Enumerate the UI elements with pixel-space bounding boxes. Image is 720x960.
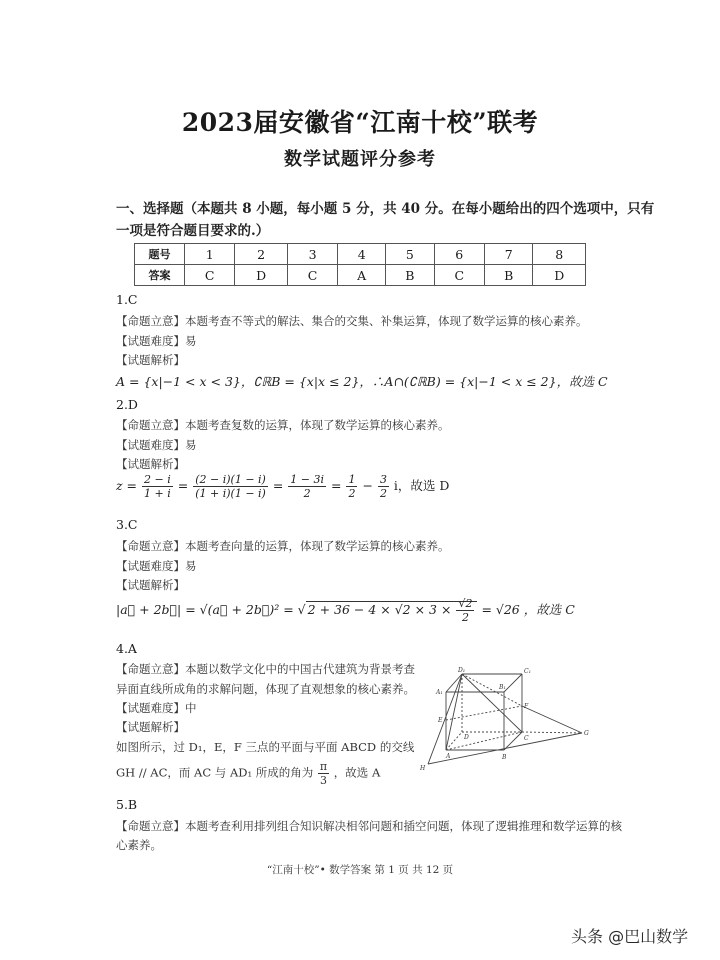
- question-2-intent: 【命题立意】本题考查复数的运算，体现了数学运算的核心素养。: [116, 418, 450, 432]
- question-1-analysis-label: 【试题解析】: [116, 353, 185, 367]
- question-2-label: 2.D: [116, 397, 138, 412]
- document-title: 2023届安徽省“江南十校”联考: [181, 108, 539, 137]
- svg-text:H: H: [420, 765, 426, 772]
- table-cell: 4: [338, 244, 386, 265]
- fraction: $\frac{(2 - i)(1 - i)}{(1 + i)(1 - i)}$: [195, 473, 266, 500]
- svg-text:G: G: [584, 730, 589, 737]
- question-1-intent: 【命题立意】本题考查不等式的解法、集合的交集、补集运算，体现了数学运算的核心素养。: [116, 314, 588, 328]
- question-4-label: 4.A: [116, 641, 137, 656]
- svg-text:D: D: [464, 734, 469, 741]
- question-1-difficulty: 【试题难度】易: [116, 334, 197, 348]
- question-5-intent-line2: 心素养。: [116, 838, 162, 852]
- svg-text:B: B: [502, 754, 507, 761]
- svg-text:C₁: C₁: [524, 668, 531, 675]
- table-cell: D: [533, 265, 586, 286]
- fraction: $\frac{3}{2}$: [379, 473, 387, 500]
- question-4-difficulty: 【试题难度】中: [116, 701, 197, 715]
- svg-text:A₁: A₁: [436, 689, 443, 696]
- question-3-analysis-label: 【试题解析】: [116, 578, 185, 592]
- table-cell: B: [386, 265, 435, 286]
- question-2-difficulty: 【试题难度】易: [116, 438, 197, 452]
- question-4-solution-line2: GH // AC，而 AC 与 AD₁ 所成的角为 $\frac{\pi}{3}$ ，故选 A: [116, 760, 381, 787]
- solution-prefix: z =: [116, 478, 138, 493]
- table-cell: 8: [533, 244, 586, 265]
- table-row-numbers: [135, 244, 586, 265]
- solution-suffix: i，故选 D: [393, 478, 450, 493]
- question-4-solution-line1: 如图所示，过 D₁，E，F 三点的平面与平面 ABCD 的交线: [116, 740, 415, 754]
- svg-text:F: F: [524, 703, 529, 710]
- svg-text:A: A: [446, 753, 451, 760]
- cube-geometry-figure: [414, 664, 594, 776]
- page-footer: “江南十校”• 数学答案 第 1 页 共 12 页: [266, 864, 454, 876]
- table-cell: C: [434, 265, 484, 286]
- svg-text:E: E: [438, 717, 443, 724]
- section-heading-line2: 一项是符合题目要求的.）: [116, 223, 270, 239]
- row-header: 答案: [135, 265, 185, 286]
- table-cell: 7: [484, 244, 533, 265]
- question-3-intent: 【命题立意】本题考查向量的运算，体现了数学运算的核心素养。: [116, 539, 450, 553]
- table-cell: C: [185, 265, 235, 286]
- table-cell: C: [287, 265, 337, 286]
- svg-text:B₁: B₁: [499, 684, 506, 691]
- question-2-analysis-label: 【试题解析】: [116, 457, 185, 471]
- question-2-solution: z = $\frac{2 - i}{1 + i}$ = $\frac{(2 - i)(1 - i)}{(1 + i)(1 - i)}$ = $\frac{1 - 3i}{2}$ = $\frac{1}{2}$ − $\frac{3}{2}$ i，故选 D: [116, 473, 450, 500]
- question-5-intent-line1: 【命题立意】本题考查利用排列组合知识解决相邻问题和插空问题，体现了逻辑推理和数学运算的核: [116, 819, 622, 833]
- question-4-analysis-label: 【试题解析】: [116, 720, 185, 734]
- svg-text:C: C: [524, 735, 529, 742]
- table-cell: 5: [386, 244, 435, 265]
- question-3-solution: |a⃗ + 2b⃗| = √(a⃗ + 2b⃗)² = √ 2 + 36 − 4 × √2 × 3 × $\frac{√2}{2}$ = √26 ，故选 C: [116, 597, 575, 624]
- label-D1: D₁: [458, 667, 466, 674]
- fraction: $\frac{2 - i}{1 + i}$: [144, 473, 171, 500]
- row-header: 题号: [135, 244, 185, 265]
- table-cell: 6: [434, 244, 484, 265]
- watermark: 头条 @巴山数学: [571, 927, 689, 946]
- table-cell: 1: [185, 244, 235, 265]
- table-cell: A: [338, 265, 386, 286]
- sqrt-expression: 2 + 36 − 4 × √2 × 3 × $\frac{√2}{2}$: [306, 601, 478, 617]
- table-cell: 2: [235, 244, 288, 265]
- answer-table: [134, 243, 586, 286]
- question-4-intent-line2: 异面直线所成角的求解问题，体现了直观想象的核心素养。: [116, 682, 415, 696]
- table-cell: D: [235, 265, 288, 286]
- document-subtitle: 数学试题评分参考: [284, 149, 436, 170]
- question-5-label: 5.B: [116, 797, 138, 812]
- table-cell: B: [484, 265, 533, 286]
- question-3-difficulty: 【试题难度】易: [116, 559, 197, 573]
- question-3-label: 3.C: [116, 517, 138, 532]
- table-cell: 3: [287, 244, 337, 265]
- question-1-solution: A = {x|−1 < x < 3}，∁ℝB = {x|x ≤ 2}，∴A∩(∁ℝB) = {x|−1 < x ≤ 2}，故选 C: [116, 374, 608, 389]
- table-row-answers: [135, 265, 586, 286]
- question-1-label: 1.C: [116, 292, 138, 307]
- section-heading-line1: 一、选择题（本题共 8 小题，每小题 5 分，共 40 分。在每小题给出的四个选项中，只有: [116, 201, 655, 217]
- fraction: $\frac{1}{2}$: [348, 473, 356, 500]
- question-4-intent-line1: 【命题立意】本题以数学文化中的中国古代建筑为背景考查: [116, 662, 415, 676]
- fraction: $\frac{1 - 3i}{2}$: [290, 473, 325, 500]
